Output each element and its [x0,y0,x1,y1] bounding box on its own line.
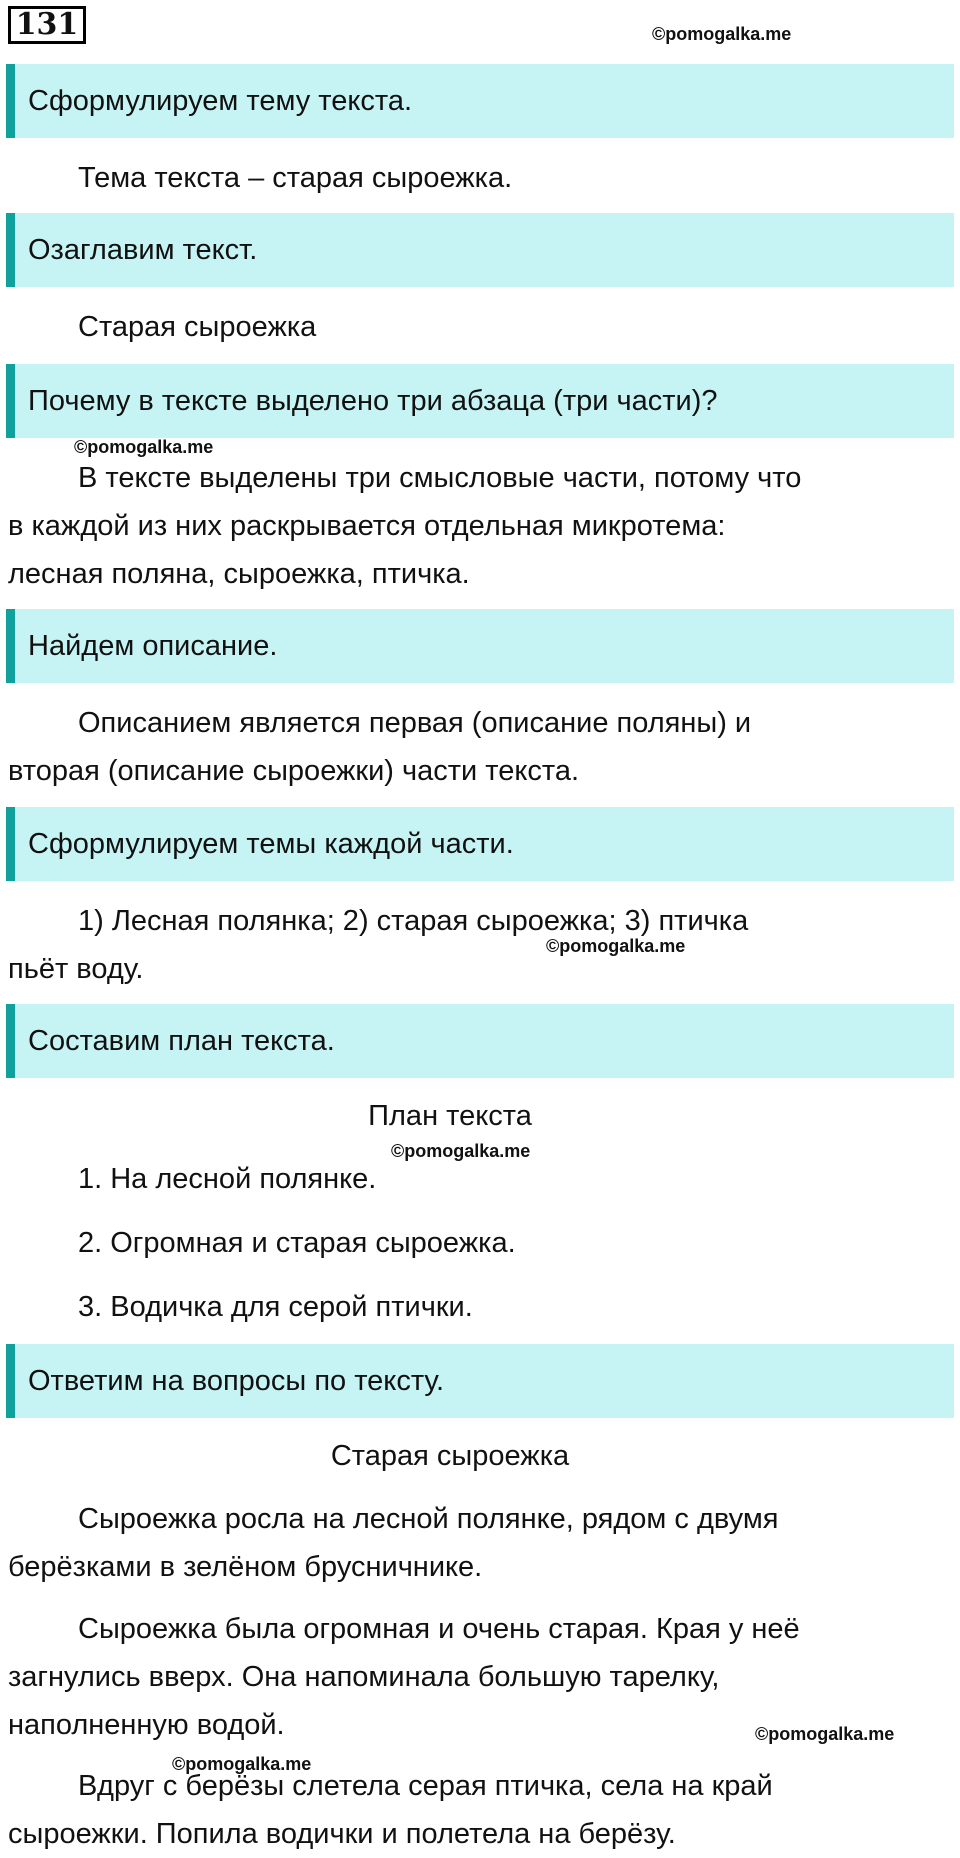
answer-description-line-2: вторая (описание сыроежки) части текста. [8,755,580,787]
plan-title: План текста [368,1100,532,1132]
section-header-topic: Сформулируем тему текста. [6,64,954,138]
story-paragraph-2-line-2: загнулись вверх. Она напоминала большую тарелку, [8,1661,720,1693]
story-paragraph-3-line-2: сыроежки. Попила водички и полетела на берёзу. [8,1818,676,1850]
watermark: ©pomogalka.me [391,1141,531,1161]
section-header-description: Найдем описание. [6,609,954,683]
story-paragraph-2-line-1: Сыроежка была огромная и очень старая. Края у неё [78,1613,800,1645]
watermark: ©pomogalka.me [546,936,686,956]
plan-item-2: 2. Огромная и старая сыроежка. [78,1227,516,1259]
answer-paragraphs-line-3: лесная поляна, сыроежка, птичка. [8,558,470,590]
answer-title: Старая сыроежка [78,311,317,343]
section-header-paragraphs: Почему в тексте выделено три абзаца (три части)? [6,364,954,438]
watermark: ©pomogalka.me [74,437,214,457]
section-header-plan: Составим план текста. [6,1004,954,1078]
answer-description-line-1: Описанием является первая (описание поляны) и [78,707,752,739]
story-paragraph-2-line-3: наполненную водой. [8,1709,285,1741]
plan-item-1: 1. На лесной полянке. [78,1163,377,1195]
story-paragraph-1-line-1: Сыроежка росла на лесной полянке, рядом с двумя [78,1503,779,1535]
watermark: ©pomogalka.me [172,1754,312,1774]
watermark: ©pomogalka.me [755,1724,895,1744]
story-paragraph-3-line-1: Вдруг с берёзы слетела серая птичка, села на край [78,1770,773,1802]
answer-paragraphs-line-2: в каждой из них раскрывается отдельная микротема: [8,510,726,542]
plan-item-3: 3. Водичка для серой птички. [78,1291,473,1323]
section-header-questions: Ответим на вопросы по тексту. [6,1344,954,1418]
answer-paragraphs-line-1: В тексте выделены три смысловые части, потому что [78,462,802,494]
watermark: ©pomogalka.me [652,24,792,44]
story-title: Старая сыроежка [330,1440,570,1472]
task-number: 131 [8,6,86,44]
section-header-themes: Сформулируем темы каждой части. [6,807,954,881]
story-paragraph-1-line-2: берёзками в зелёном брусничнике. [8,1551,483,1583]
answer-themes-line-1: 1) Лесная полянка; 2) старая сыроежка; 3) птичка [78,905,749,937]
answer-topic: Тема текста – старая сыроежка. [78,162,513,194]
answer-themes-line-2: пьёт воду. [8,953,144,985]
section-header-title: Озаглавим текст. [6,213,954,287]
